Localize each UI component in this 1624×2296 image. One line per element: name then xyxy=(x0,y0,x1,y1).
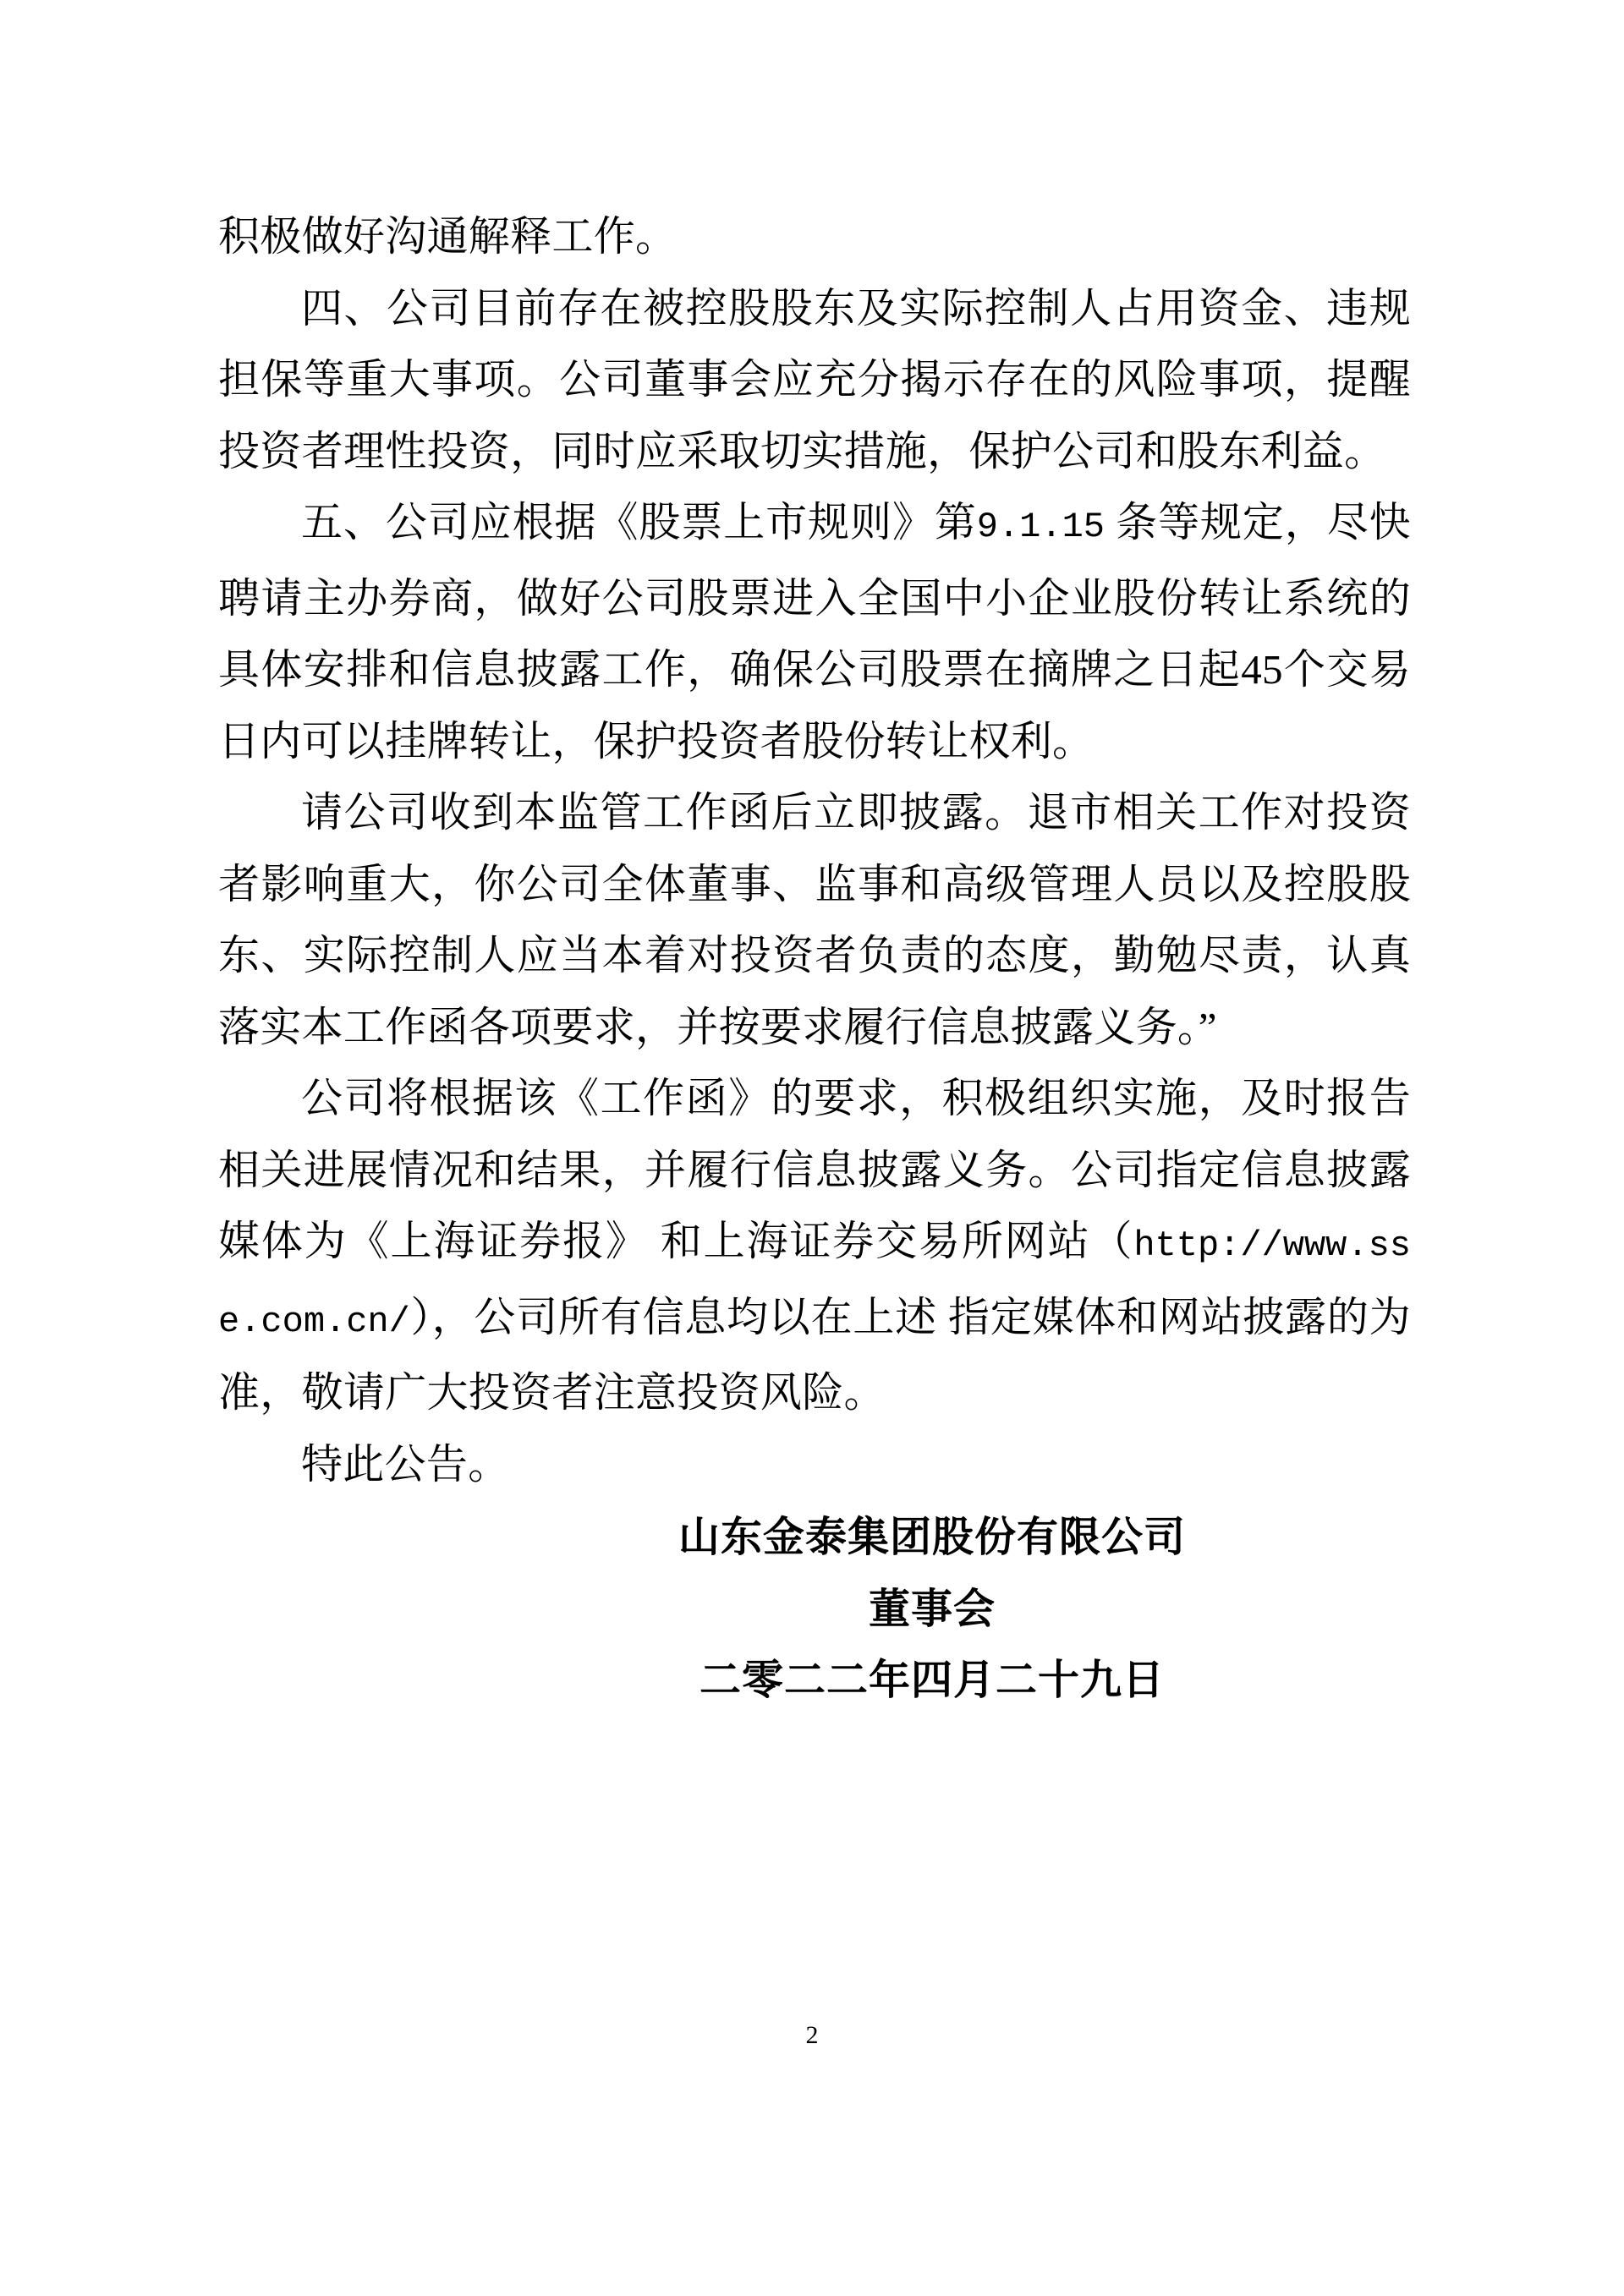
signature-block xyxy=(218,1502,1411,1717)
paragraph-continuation: 积极做好沟通解释工作。 xyxy=(218,213,678,260)
company-response-text-part2: ），公司所有信息均以在上述 指定媒体和网站披露的为准，敬请广大投资者注意投资风险。 xyxy=(218,1293,1411,1416)
sse-website-url: http://www.sse.com.cn/ xyxy=(218,1225,1411,1342)
paragraph-item-five xyxy=(218,487,1411,777)
item-five-text-after-rule: 条等规定，尽快聘请主办券商，做好公司股票进入全国中小企业股份转让系统的具体安排和信息披露工作，确保公司股票在摘牌之日起45个交易日内可以挂牌转让，保护投资者股份转让权利。 xyxy=(218,499,1411,764)
document-body xyxy=(218,201,1411,1717)
company-response-text-part1: 公司将根据该《工作函》的要求，积极组织实施，及时报告相关进展情况和结果，并履行信息披露义务。公司指定信息披露媒体为《上海证券报》 和上海证券交易所网站（ xyxy=(218,1075,1411,1264)
item-five-text-before-rule: 五、公司应根据《股票上市规则》第 xyxy=(301,499,977,545)
page-number: 2 xyxy=(805,2021,819,2049)
paragraph-disclosure-request: 请公司收到本监管工作函后立即披露。退市相关工作对投资者影响重大，你公司全体董事、监事和高级管理人员以及控股股东、实际控制人应当本着对投资者负责的态度，勤勉尽责，认真落实本工作函各项要求，并按要求履行信息披露义务。” xyxy=(218,789,1411,1050)
paragraph-company-response xyxy=(218,1063,1411,1429)
paragraph-item-four: 四、公司目前存在被控股股东及实际控制人占用资金、违规担保等重大事项。公司董事会应充分揭示存在的风险事项，提醒投资者理性投资，同时应采取切实措施，保护公司和股东利益。 xyxy=(218,284,1411,474)
signature-board: 董事会 xyxy=(868,1585,996,1632)
signature-date: 二零二二年四月二十九日 xyxy=(699,1657,1165,1703)
signature-company-name: 山东金泰集团股份有限公司 xyxy=(678,1514,1186,1560)
paragraph-notice: 特此公告。 xyxy=(301,1440,510,1488)
listing-rule-number: 9.1.15 xyxy=(976,507,1105,547)
